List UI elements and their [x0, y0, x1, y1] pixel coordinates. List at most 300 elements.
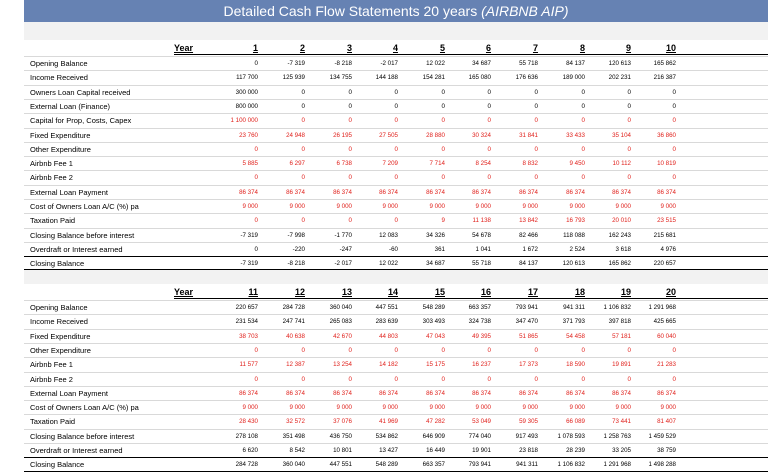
- table-cell[interactable]: 18 590: [566, 361, 585, 369]
- table-cell[interactable]: 33 205: [612, 447, 631, 454]
- table-cell[interactable]: 0: [441, 88, 445, 96]
- table-cell[interactable]: 216 387: [653, 74, 676, 82]
- table-cell[interactable]: 10 819: [657, 160, 676, 168]
- table-cell[interactable]: 0: [394, 102, 398, 110]
- year-column-header: 4: [392, 43, 398, 53]
- table-cell[interactable]: 16 793: [566, 217, 585, 225]
- table-cell[interactable]: 0: [534, 174, 538, 182]
- table-cell[interactable]: 303 493: [422, 318, 445, 326]
- table-cell[interactable]: 278 108: [235, 432, 258, 440]
- table-cell[interactable]: -8 218: [334, 60, 352, 67]
- table-cell[interactable]: 0: [534, 88, 538, 96]
- table-cell[interactable]: 12 387: [286, 361, 305, 369]
- table-cell[interactable]: 0: [254, 145, 258, 153]
- table-cell[interactable]: 176 636: [515, 74, 538, 82]
- table-cell[interactable]: 941 311: [516, 461, 538, 469]
- table-cell[interactable]: 9 000: [475, 404, 491, 412]
- table-cell[interactable]: 9 000: [660, 203, 676, 210]
- table-cell[interactable]: 0: [672, 145, 676, 153]
- table-cell[interactable]: 86 374: [566, 389, 585, 397]
- table-cell[interactable]: 0: [301, 117, 305, 125]
- table-cell[interactable]: 23 515: [657, 217, 676, 225]
- table-cell[interactable]: 0: [348, 217, 352, 225]
- table-cell[interactable]: 0: [348, 375, 352, 383]
- table-cell[interactable]: 1 041: [475, 245, 491, 253]
- table-cell[interactable]: 447 551: [375, 304, 398, 311]
- table-cell[interactable]: 8 254: [475, 160, 491, 168]
- row-label: Airbnb Fee 1: [30, 360, 73, 370]
- table-row: [24, 443, 768, 457]
- table-cell[interactable]: 0: [254, 346, 258, 354]
- table-cell[interactable]: 86 374: [379, 389, 398, 397]
- table-cell[interactable]: 283 639: [375, 318, 398, 326]
- table-cell[interactable]: 0: [254, 60, 258, 67]
- table-cell[interactable]: 941 311: [563, 304, 585, 311]
- table-cell[interactable]: 9 000: [522, 404, 538, 412]
- table-cell[interactable]: 11 577: [239, 361, 258, 369]
- table-cell[interactable]: 9 000: [429, 203, 445, 210]
- table-cell[interactable]: 86 374: [379, 188, 398, 196]
- table-cell[interactable]: 154 281: [422, 74, 445, 82]
- table-cell[interactable]: 33 433: [566, 131, 585, 139]
- table-cell[interactable]: 165 862: [608, 260, 631, 268]
- table-cell[interactable]: 0: [627, 102, 631, 110]
- table-cell[interactable]: 0: [534, 346, 538, 354]
- table-cell[interactable]: 324 738: [468, 318, 491, 326]
- table-cell[interactable]: 917 493: [515, 432, 538, 440]
- table-cell[interactable]: 0: [441, 102, 445, 110]
- table-cell[interactable]: 28 430: [239, 418, 258, 426]
- table-cell[interactable]: 351 498: [282, 432, 305, 440]
- table-cell[interactable]: 361: [434, 245, 445, 253]
- table-cell[interactable]: 9 000: [522, 203, 538, 210]
- table-cell[interactable]: -247: [339, 245, 352, 253]
- table-cell[interactable]: 165 862: [653, 60, 676, 67]
- table-row: [24, 113, 768, 127]
- table-cell[interactable]: 9 000: [382, 404, 398, 412]
- table-cell[interactable]: 548 289: [422, 304, 445, 311]
- table-cell[interactable]: 9 000: [289, 404, 305, 412]
- table-cell[interactable]: 0: [627, 174, 631, 182]
- table-row: [24, 256, 768, 270]
- table-cell[interactable]: 19 901: [472, 447, 491, 454]
- table-cell[interactable]: 0: [487, 88, 491, 96]
- table-cell[interactable]: 86 374: [426, 389, 445, 397]
- table-cell[interactable]: 1 106 832: [557, 461, 585, 469]
- table-cell[interactable]: 0: [394, 217, 398, 225]
- table-cell[interactable]: 0: [301, 346, 305, 354]
- year-column-header: 1: [252, 43, 258, 53]
- table-cell[interactable]: -60: [389, 245, 398, 253]
- table-cell[interactable]: 30 324: [472, 131, 491, 139]
- table-cell[interactable]: 0: [487, 174, 491, 182]
- table-cell[interactable]: 9 000: [660, 404, 676, 412]
- table-cell[interactable]: 371 793: [562, 318, 585, 326]
- row-label: Airbnb Fee 2: [30, 173, 73, 183]
- table-cell[interactable]: 0: [581, 88, 585, 96]
- table-cell[interactable]: 397 818: [608, 318, 631, 326]
- table-cell[interactable]: 1 258 763: [603, 432, 631, 440]
- table-cell[interactable]: 13 842: [519, 217, 538, 225]
- year-column-header: 12: [294, 287, 305, 297]
- table-cell[interactable]: 36 860: [657, 131, 676, 139]
- table-cell[interactable]: 10 801: [333, 447, 352, 454]
- table-cell[interactable]: 0: [672, 375, 676, 383]
- table-cell[interactable]: 47 282: [426, 418, 445, 426]
- table-cell[interactable]: 0: [348, 102, 352, 110]
- table-cell[interactable]: 447 551: [329, 461, 352, 469]
- table-cell[interactable]: 663 357: [468, 304, 491, 311]
- table-cell[interactable]: 0: [581, 145, 585, 153]
- table-cell[interactable]: 12 022: [379, 260, 398, 268]
- table-cell[interactable]: 86 374: [519, 188, 538, 196]
- table-cell[interactable]: 0: [627, 88, 631, 96]
- table-cell[interactable]: 0: [487, 117, 491, 125]
- table-cell[interactable]: 35 104: [612, 131, 631, 139]
- table-cell[interactable]: 86 374: [239, 188, 258, 196]
- table-cell[interactable]: 144 188: [375, 74, 398, 82]
- table-row: [24, 357, 768, 371]
- table-cell[interactable]: -7 319: [240, 260, 258, 268]
- year-column-header: 19: [620, 287, 631, 297]
- table-cell[interactable]: 0: [672, 88, 676, 96]
- table-cell[interactable]: 0: [348, 117, 352, 125]
- table-cell[interactable]: -8 218: [287, 260, 305, 268]
- table-cell[interactable]: 54 678: [472, 231, 491, 239]
- table-cell[interactable]: 0: [394, 375, 398, 383]
- table-cell[interactable]: 1 459 529: [648, 432, 676, 440]
- table-cell[interactable]: 0: [581, 117, 585, 125]
- table-cell[interactable]: 16 449: [426, 447, 445, 454]
- table-cell[interactable]: 0: [394, 174, 398, 182]
- table-cell[interactable]: 14 182: [379, 361, 398, 369]
- table-cell[interactable]: 347 470: [515, 318, 538, 326]
- year-column-header: 9: [625, 43, 631, 53]
- table-cell[interactable]: 86 374: [612, 389, 631, 397]
- table-cell[interactable]: 15 175: [426, 361, 445, 369]
- table-cell[interactable]: 31 841: [519, 131, 538, 139]
- table-cell[interactable]: 0: [627, 375, 631, 383]
- row-label: Opening Balance: [30, 303, 88, 312]
- table-cell[interactable]: 9 000: [242, 203, 258, 210]
- table-cell[interactable]: 55 718: [519, 60, 538, 67]
- row-label: Airbnb Fee 2: [30, 374, 73, 384]
- table-cell[interactable]: 0: [348, 145, 352, 153]
- table-cell[interactable]: 21 283: [657, 361, 676, 369]
- table-cell[interactable]: 774 040: [468, 432, 491, 440]
- row-label: Closing Balance: [30, 259, 85, 269]
- table-cell[interactable]: 0: [487, 375, 491, 383]
- table-cell[interactable]: 0: [348, 346, 352, 354]
- table-cell[interactable]: 1 672: [522, 245, 538, 253]
- table-cell[interactable]: 19 891: [612, 361, 631, 369]
- table-cell[interactable]: 12 083: [379, 231, 398, 239]
- table-cell[interactable]: 165 080: [468, 74, 491, 82]
- table-cell[interactable]: 0: [627, 117, 631, 125]
- table-cell[interactable]: 1 100 000: [230, 117, 258, 125]
- table-cell[interactable]: 0: [254, 375, 258, 383]
- table-cell[interactable]: 202 231: [608, 74, 631, 82]
- table-cell[interactable]: 9: [441, 217, 445, 225]
- table-cell[interactable]: 73 441: [612, 418, 631, 426]
- table-cell[interactable]: 27 505: [379, 131, 398, 139]
- table-cell[interactable]: 9 000: [242, 404, 258, 412]
- table-cell[interactable]: -1 770: [334, 231, 352, 239]
- table-cell[interactable]: 0: [301, 217, 305, 225]
- table-cell[interactable]: 28 880: [426, 131, 445, 139]
- table-cell[interactable]: 0: [394, 145, 398, 153]
- table-cell[interactable]: 0: [301, 88, 305, 96]
- table-cell[interactable]: 0: [581, 346, 585, 354]
- table-cell[interactable]: 38 759: [657, 447, 676, 454]
- table-cell[interactable]: 0: [254, 174, 258, 182]
- table-cell[interactable]: 34 326: [426, 231, 445, 239]
- table-row: [24, 170, 768, 184]
- table-cell[interactable]: 0: [627, 346, 631, 354]
- table-cell[interactable]: 11 138: [472, 217, 491, 225]
- table-cell[interactable]: 0: [301, 375, 305, 383]
- row-label: Overdraft or Interest earned: [30, 244, 123, 254]
- table-cell[interactable]: 0: [581, 102, 585, 110]
- table-cell[interactable]: 86 374: [472, 389, 491, 397]
- table-cell[interactable]: 12 022: [426, 60, 445, 67]
- table-cell[interactable]: 0: [534, 375, 538, 383]
- table-cell[interactable]: 265 083: [329, 318, 352, 326]
- table-cell[interactable]: 9 000: [336, 404, 352, 412]
- table-cell[interactable]: 120 613: [562, 260, 585, 268]
- table-cell[interactable]: 663 357: [422, 461, 445, 469]
- table-cell[interactable]: -220: [292, 245, 305, 253]
- table-cell[interactable]: 9 000: [569, 404, 585, 412]
- table-cell[interactable]: 10 112: [612, 160, 631, 168]
- table-cell[interactable]: -7 319: [287, 60, 305, 67]
- table-cell[interactable]: 220 657: [653, 260, 676, 268]
- table-cell[interactable]: 134 755: [329, 74, 352, 82]
- table-cell[interactable]: 425 665: [653, 318, 676, 326]
- table-cell[interactable]: 0: [394, 117, 398, 125]
- table-cell[interactable]: 436 750: [329, 432, 352, 440]
- table-cell[interactable]: 26 195: [333, 131, 352, 139]
- table-cell[interactable]: 13 254: [333, 361, 352, 369]
- row-label: Cost of Owners Loan A/C (%) pa: [30, 202, 139, 211]
- table-cell[interactable]: 86 374: [426, 188, 445, 196]
- table-cell[interactable]: 32 572: [286, 418, 305, 426]
- table-cell[interactable]: 0: [581, 174, 585, 182]
- table-cell[interactable]: 86 374: [566, 188, 585, 196]
- table-cell[interactable]: 0: [301, 145, 305, 153]
- spacer-band: [24, 22, 768, 40]
- table-cell[interactable]: 53 049: [472, 418, 491, 426]
- table-cell[interactable]: 0: [441, 117, 445, 125]
- table-cell[interactable]: 548 289: [375, 461, 398, 469]
- table-cell[interactable]: 47 043: [426, 332, 445, 340]
- table-cell[interactable]: 23 760: [239, 131, 258, 139]
- table-cell[interactable]: 86 374: [612, 188, 631, 196]
- table-cell[interactable]: 24 948: [286, 131, 305, 139]
- table-cell[interactable]: 51 865: [519, 332, 538, 340]
- table-cell[interactable]: 86 374: [286, 188, 305, 196]
- row-label: Closing Balance before interest: [30, 230, 135, 240]
- table-cell[interactable]: 220 657: [235, 304, 258, 311]
- table-cell[interactable]: 9 000: [336, 203, 352, 210]
- table-cell[interactable]: 0: [672, 117, 676, 125]
- table-cell[interactable]: 9 000: [615, 203, 631, 210]
- table-cell[interactable]: 6 620: [242, 447, 258, 454]
- sheet-title: Detailed Cash Flow Statements 20 years: [223, 3, 482, 19]
- table-cell[interactable]: 13 427: [379, 447, 398, 454]
- table-cell[interactable]: 86 374: [239, 389, 258, 397]
- table-cell[interactable]: -7 998: [287, 231, 305, 239]
- table-cell[interactable]: 59 305: [519, 418, 538, 426]
- table-cell[interactable]: 0: [534, 145, 538, 153]
- table-cell[interactable]: 793 941: [515, 304, 538, 311]
- table-cell[interactable]: 42 670: [333, 332, 352, 340]
- table-cell[interactable]: 86 374: [657, 188, 676, 196]
- table-cell[interactable]: 0: [487, 102, 491, 110]
- table-cell[interactable]: 231 534: [235, 318, 258, 326]
- year-header-label: Year: [174, 43, 194, 53]
- table-cell[interactable]: 117 700: [236, 74, 258, 82]
- table-cell[interactable]: 20 010: [612, 217, 631, 225]
- table-cell[interactable]: 125 939: [282, 74, 305, 82]
- table-cell[interactable]: 1 291 968: [603, 461, 631, 469]
- table-cell[interactable]: 0: [672, 174, 676, 182]
- table-cell[interactable]: 55 718: [472, 260, 491, 268]
- table-row: [24, 300, 768, 314]
- table-row: [24, 314, 768, 328]
- table-cell[interactable]: 0: [441, 174, 445, 182]
- table-cell[interactable]: 16 237: [472, 361, 491, 369]
- table-cell[interactable]: 9 000: [569, 203, 585, 210]
- table-cell[interactable]: 247 741: [282, 318, 305, 326]
- table-cell[interactable]: 60 040: [657, 332, 676, 340]
- table-cell[interactable]: 0: [487, 346, 491, 354]
- table-cell[interactable]: 86 374: [472, 188, 491, 196]
- table-cell[interactable]: 0: [487, 145, 491, 153]
- table-cell[interactable]: 189 000: [562, 74, 585, 82]
- table-cell[interactable]: 8 542: [289, 447, 305, 454]
- table-cell[interactable]: 0: [348, 174, 352, 182]
- table-cell[interactable]: 118 088: [563, 231, 585, 239]
- table-cell[interactable]: 1 291 968: [648, 304, 676, 311]
- table-cell[interactable]: 300 000: [235, 88, 258, 96]
- table-cell[interactable]: 49 395: [472, 332, 491, 340]
- table-cell[interactable]: 37 076: [333, 418, 352, 426]
- table-cell[interactable]: 646 909: [422, 432, 445, 440]
- table-cell[interactable]: -2 017: [380, 60, 398, 67]
- table-cell[interactable]: 0: [254, 217, 258, 225]
- table-cell[interactable]: 0: [394, 346, 398, 354]
- table-cell[interactable]: -2 017: [334, 260, 352, 268]
- table-cell[interactable]: -7 319: [240, 231, 258, 239]
- table-cell[interactable]: 86 374: [286, 389, 305, 397]
- spacer-band: [24, 270, 768, 284]
- table-cell[interactable]: 34 687: [426, 260, 445, 268]
- table-cell[interactable]: 360 040: [329, 304, 352, 311]
- year-column-header: 3: [346, 43, 352, 53]
- table-cell[interactable]: 1 498 288: [648, 461, 676, 469]
- table-cell[interactable]: 5 885: [242, 160, 258, 168]
- table-cell[interactable]: 84 137: [519, 260, 538, 268]
- table-cell[interactable]: 0: [394, 88, 398, 96]
- table-cell[interactable]: 82 466: [519, 231, 538, 239]
- table-cell[interactable]: 0: [301, 102, 305, 110]
- table-cell[interactable]: 162 243: [608, 231, 631, 239]
- table-cell[interactable]: 0: [301, 174, 305, 182]
- table-cell[interactable]: 0: [627, 145, 631, 153]
- table-cell[interactable]: 0: [441, 375, 445, 383]
- sheet-title-italic: (AIRBNB AIP): [481, 3, 569, 19]
- table-cell[interactable]: 6 738: [336, 160, 352, 168]
- table-cell[interactable]: 9 450: [569, 160, 585, 168]
- table-row: [24, 199, 768, 213]
- table-cell[interactable]: 215 681: [653, 231, 676, 239]
- table-cell[interactable]: 9 000: [382, 203, 398, 210]
- table-cell[interactable]: 38 703: [239, 332, 258, 340]
- table-cell[interactable]: 360 040: [282, 461, 305, 469]
- table-cell[interactable]: 7 714: [429, 160, 445, 168]
- table-cell[interactable]: 0: [348, 88, 352, 96]
- table-cell[interactable]: 9 000: [429, 404, 445, 412]
- table-cell[interactable]: 57 181: [612, 332, 631, 340]
- table-cell[interactable]: 3 618: [615, 245, 631, 253]
- table-cell[interactable]: 0: [581, 375, 585, 383]
- table-cell[interactable]: 40 638: [286, 332, 305, 340]
- table-cell[interactable]: 7 209: [382, 160, 398, 168]
- table-cell[interactable]: 0: [441, 145, 445, 153]
- table-cell[interactable]: 0: [254, 245, 258, 253]
- table-cell[interactable]: 800 000: [235, 102, 258, 110]
- table-cell[interactable]: 86 374: [657, 389, 676, 397]
- row-label: External Loan Payment: [30, 187, 108, 197]
- table-cell[interactable]: 66 089: [566, 418, 585, 426]
- year-column-header: 13: [341, 287, 352, 297]
- table-cell[interactable]: 0: [441, 346, 445, 354]
- table-cell[interactable]: 44 803: [379, 332, 398, 340]
- table-cell[interactable]: 9 000: [289, 203, 305, 210]
- table-cell[interactable]: 284 728: [235, 461, 258, 469]
- table-cell[interactable]: 9 000: [615, 404, 631, 412]
- table-cell[interactable]: 84 137: [566, 60, 585, 67]
- table-cell[interactable]: 34 687: [472, 60, 491, 67]
- table-cell[interactable]: 8 832: [522, 160, 538, 168]
- table-cell[interactable]: 534 862: [375, 432, 398, 440]
- table-cell[interactable]: 17 373: [519, 361, 538, 369]
- year-column-header: 14: [387, 287, 398, 297]
- table-cell[interactable]: 86 374: [519, 389, 538, 397]
- table-cell[interactable]: 41 969: [379, 418, 398, 426]
- table-cell[interactable]: 86 374: [333, 188, 352, 196]
- table-cell[interactable]: 0: [534, 117, 538, 125]
- table-cell[interactable]: 284 728: [282, 304, 305, 311]
- table-cell[interactable]: 28 239: [566, 447, 585, 454]
- table-cell[interactable]: 4 976: [660, 245, 676, 253]
- table-cell[interactable]: 0: [672, 346, 676, 354]
- table-cell[interactable]: 86 374: [333, 389, 352, 397]
- table-cell[interactable]: 1 078 593: [557, 432, 585, 440]
- table-cell[interactable]: 81 407: [657, 418, 676, 426]
- table-cell[interactable]: 54 458: [566, 332, 585, 340]
- table-cell[interactable]: 120 613: [608, 60, 631, 67]
- table-cell[interactable]: 793 941: [468, 461, 491, 469]
- table-cell[interactable]: 0: [534, 102, 538, 110]
- table-cell[interactable]: 9 000: [475, 203, 491, 210]
- table-cell[interactable]: 0: [672, 102, 676, 110]
- table-cell[interactable]: 2 524: [569, 245, 585, 253]
- table-cell[interactable]: 23 818: [519, 447, 538, 454]
- table-cell[interactable]: 1 106 832: [603, 304, 631, 311]
- table-cell[interactable]: 6 297: [289, 160, 305, 168]
